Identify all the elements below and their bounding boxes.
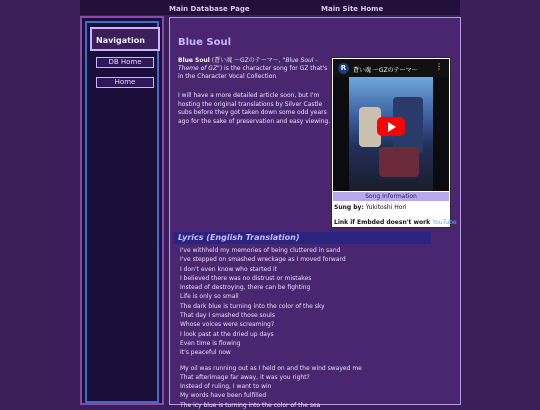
sidebar [80,16,164,405]
lyric-line: That day I smashed those souls [180,312,275,320]
db-home-button[interactable]: DB Home [96,57,154,68]
sidebar-frame [85,21,159,403]
lyric-line: My oil was running out as I held on and the wind swayed me [180,364,362,372]
home-button[interactable]: Home [96,77,154,88]
lyric-line: I've stepped on smashed wreckage as I moved forward [180,256,346,264]
lyric-line: The icy blue is turning into the color of the sea [180,401,321,409]
lyric-line: Life is only so small [180,293,239,301]
sidebar-title: Navigation [90,27,160,51]
video-title[interactable]: 蒼い魂 〜GZのテーマ〜 [353,67,418,74]
fallback-link-row [334,219,457,226]
lyric-line: Instead of destroying, there can be fighting [180,284,311,292]
lyrics-block [180,246,450,410]
lyric-line: I don't even know who started it [180,265,277,273]
lyric-line: The dark blue is turning into the color of the sky [180,302,325,310]
lyrics-header: Lyrics (English Translation) [173,232,431,244]
youtube-link[interactable]: YouTube [432,219,457,226]
sung-by-value: Yukitoshi Hori [363,204,407,211]
lyric-line: Even time is flowing [180,339,241,347]
intro-japanese: (蒼い魂 〜GZのテーマ〜, [209,57,283,64]
preservation-paragraph: I will have a more detailed article soon, but I'm hosting the original translations by Silver Castle subs before they got taken down some odd years ago for the sake of preservation and easy viewing. [178,92,331,125]
main-content [169,17,461,409]
intro-italic-title: "Blue Soul - Theme of GZ" [178,57,318,73]
play-icon[interactable] [377,117,405,136]
top-bar [80,0,460,15]
sung-by [334,204,407,211]
lyric-line: It's peaceful now [180,349,231,357]
channel-avatar[interactable]: R [338,63,349,74]
lyric-line: Instead of ruling, I want to win [180,383,272,391]
lyric-line: That afterimage far away, it was you right? [180,373,310,381]
intro-tail: ) is the character song for GZ that's in the Character Vocal Collection [178,65,328,81]
main-database-link[interactable]: Main Database Page [169,5,250,13]
sung-by-label: Sung by: [334,204,364,211]
intro-paragraph [178,57,330,82]
video-header [333,59,449,77]
fallback-link-label: Link if Embded doesn't work [334,219,431,226]
lyric-line: I believed there was no distrust or mistakes [180,274,312,282]
lyric-line: My words have been fulfilled [180,392,267,400]
page-title: Blue Soul [178,37,232,48]
song-info-box [331,57,457,228]
lyric-line: I look past at the dried up days [180,330,274,338]
intro-bold-title: Blue Soul [178,57,210,64]
more-options-icon[interactable]: ⋮ [435,62,443,71]
thumbnail-figure [379,147,419,177]
youtube-embed[interactable] [333,59,449,191]
song-info-header: Song Information [333,192,449,201]
lyric-line: Whose voices were screaming? [180,321,275,329]
main-site-home-link[interactable]: Main Site Home [321,5,384,13]
lyric-line: I've withheld my memories of being cluttered in sand [180,247,341,254]
